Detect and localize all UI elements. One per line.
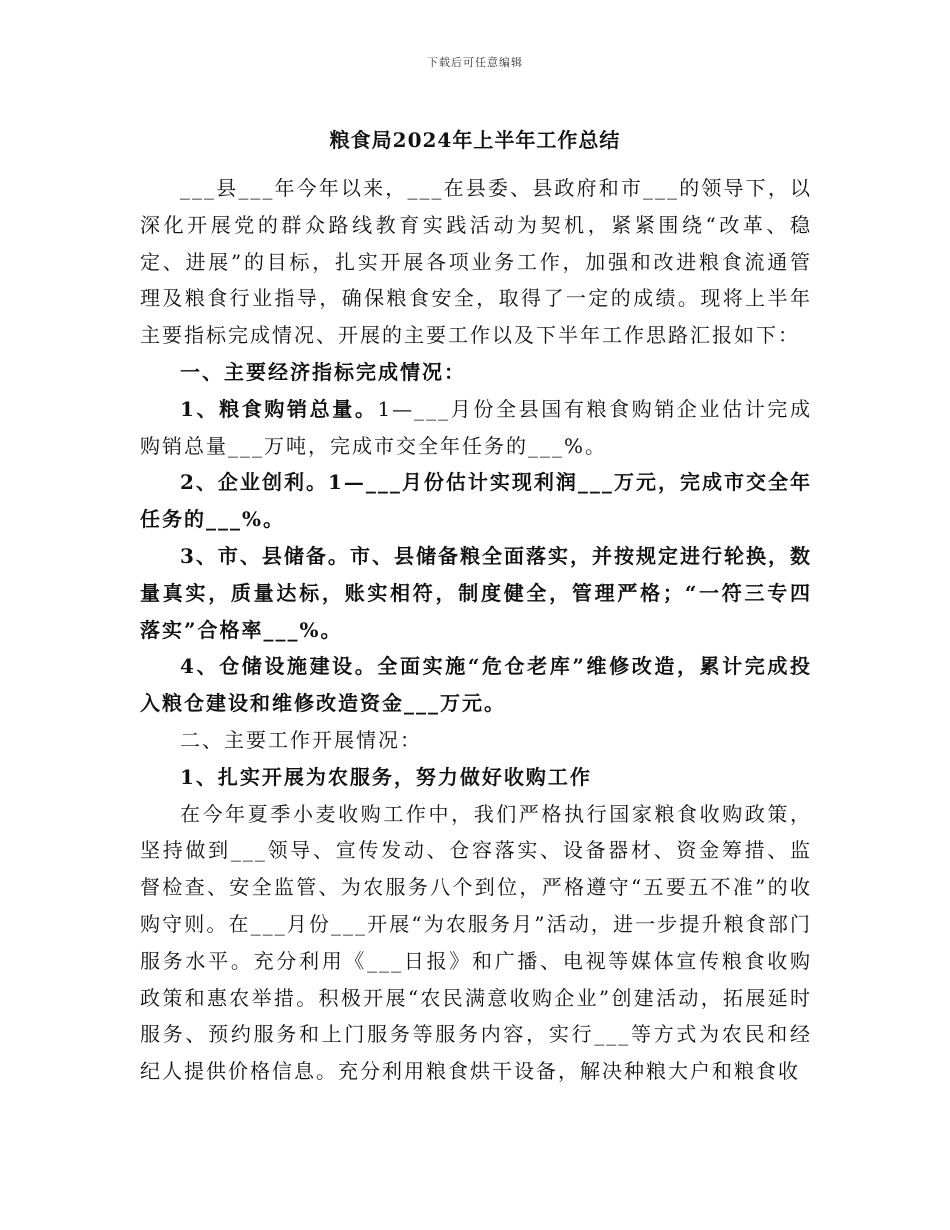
intro-paragraph: ___县___年今年以来，___在县委、县政府和市___的领导下，以深化开展党的群众路线教育实践活动为契机，紧紧围绕“改革、稳定、进展”的目标，扎实开展各项业务工作，加强和改进粮食流通管理及粮食行业指导，确保粮食安全，取得了一定的成绩。现将上半年主要指标完成情况、开展的主要工作以及下半年工作思路汇报如下： bbox=[140, 176, 812, 348]
item-3-paragraph: 3、市、县储备。市、县储备粮全面落实，并按规定进行轮换，数量真实，质量达标，账实相符，制度健全，管理严格；“一符三专四落实”合格率___%。 bbox=[140, 543, 812, 642]
header-note: 下载后可任意编辑 bbox=[427, 56, 523, 69]
item-1-paragraph bbox=[140, 391, 812, 465]
document-title: 粮食局2024年上半年工作总结 bbox=[329, 128, 621, 152]
subsection-1-paragraph: 在今年夏季小麦收购工作中，我们严格执行国家粮食收购政策，坚持做到___领导、宣传发动、仓容落实、设备器材、资金筹措、监督检查、安全监管、为农服务八个到位，严格遵守“五要五不准”的收购守则。在___月份___开展“为农服务月”活动，进一步提升粮食部门服务水平。充分利用《___日报》和广播、电视等媒体宣传粮食收购政策和惠农举措。积极开展“农民满意收购企业”创建活动，拓展延时服务、预约服务和上门服务等服务内容，实行___等方式为农民和经纪人提供价格信息。充分利用粮食烘干设备，解决种粮大户和粮食收 bbox=[140, 801, 812, 1084]
item-1-text: 1—___月份全县国有粮食购销企业估计完成购销总量___万吨，完成市交全年任务的___%。 bbox=[140, 396, 812, 458]
section-2-heading: 二、主要工作开展情况： bbox=[180, 727, 422, 752]
item-1-lead: 1、粮食购销总量。 bbox=[180, 396, 378, 421]
subsection-1-heading: 1、扎实开展为农服务，努力做好收购工作 bbox=[180, 764, 592, 789]
item-4-paragraph: 4、仓储设施建设。全面实施“危仓老库”维修改造，累计完成投入粮仓建设和维修改造资金___万元。 bbox=[140, 654, 812, 716]
document-body bbox=[140, 170, 812, 1090]
item-2-paragraph: 2、企业创利。1—___月份估计实现利润___万元，完成市交全年任务的___%。 bbox=[140, 470, 812, 532]
section-1-heading: 一、主要经济指标完成情况： bbox=[180, 359, 466, 384]
